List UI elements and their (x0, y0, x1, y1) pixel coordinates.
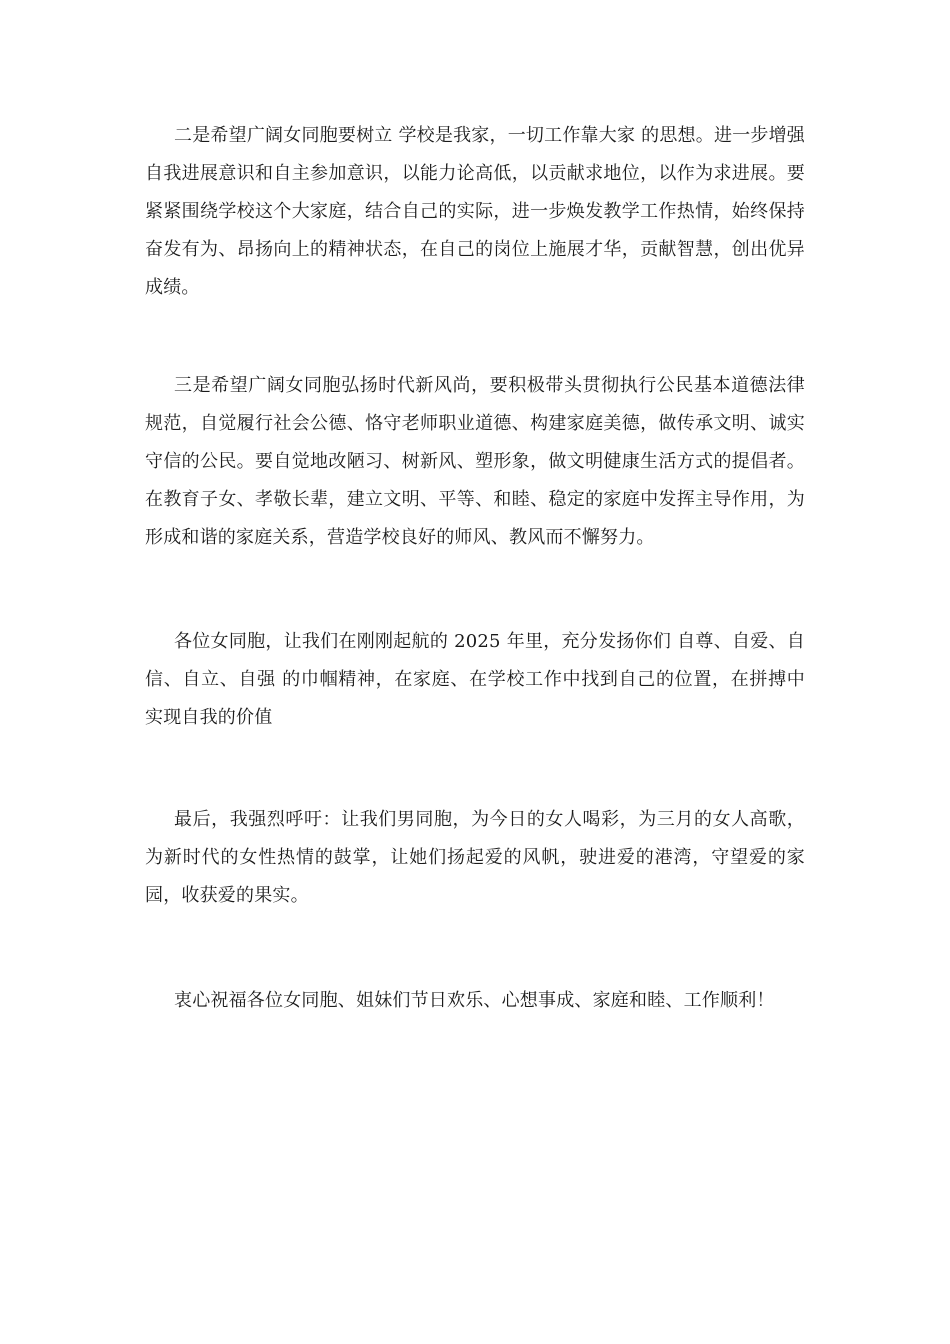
paragraph-1: 二是希望广阔女同胞要树立 学校是我家，一切工作靠大家 的思想。进一步增强自我进展意识和自主参加意识，以能力论高低，以贡献求地位，以作为求进展。要紧紧围绕学校这个大家庭，结合自己的实际，进一步焕发教学工作热情，始终保持奋发有为、昂扬向上的精神状态，在自己的岗位上施展才华，贡献智慧，创出优异成绩。 (145, 125, 805, 298)
paragraph-3: 各位女同胞，让我们在刚刚起航的 2025 年里，充分发扬你们 自尊、自爱、自信、自立、自强 的巾帼精神，在家庭、在学校工作中找到自己的位置，在拼搏中实现自我的价值 (145, 631, 805, 728)
paragraph-2: 三是希望广阔女同胞弘扬时代新风尚，要积极带头贯彻执行公民基本道德法律规范，自觉履行社会公德、恪守老师职业道德、构建家庭美德，做传承文明、诚实守信的公民。要自觉地改陋习、树新风、塑形象，做文明健康生活方式的提倡者。在教育子女、孝敬长辈，建立文明、平等、和睦、稳定的家庭中发挥主导作用，为形成和谐的家庭关系，营造学校良好的师风、教风而不懈努力。 (145, 375, 805, 548)
paragraph-4: 最后，我强烈呼吁：让我们男同胞，为今日的女人喝彩，为三月的女人高歌，为新时代的女性热情的鼓掌，让她们扬起爱的风帆，驶进爱的港湾，守望爱的家园，收获爱的果实。 (145, 809, 805, 906)
paragraph-5: 衷心祝福各位女同胞、姐妹们节日欢乐、心想事成、家庭和睦、工作顺利！ (174, 990, 775, 1011)
